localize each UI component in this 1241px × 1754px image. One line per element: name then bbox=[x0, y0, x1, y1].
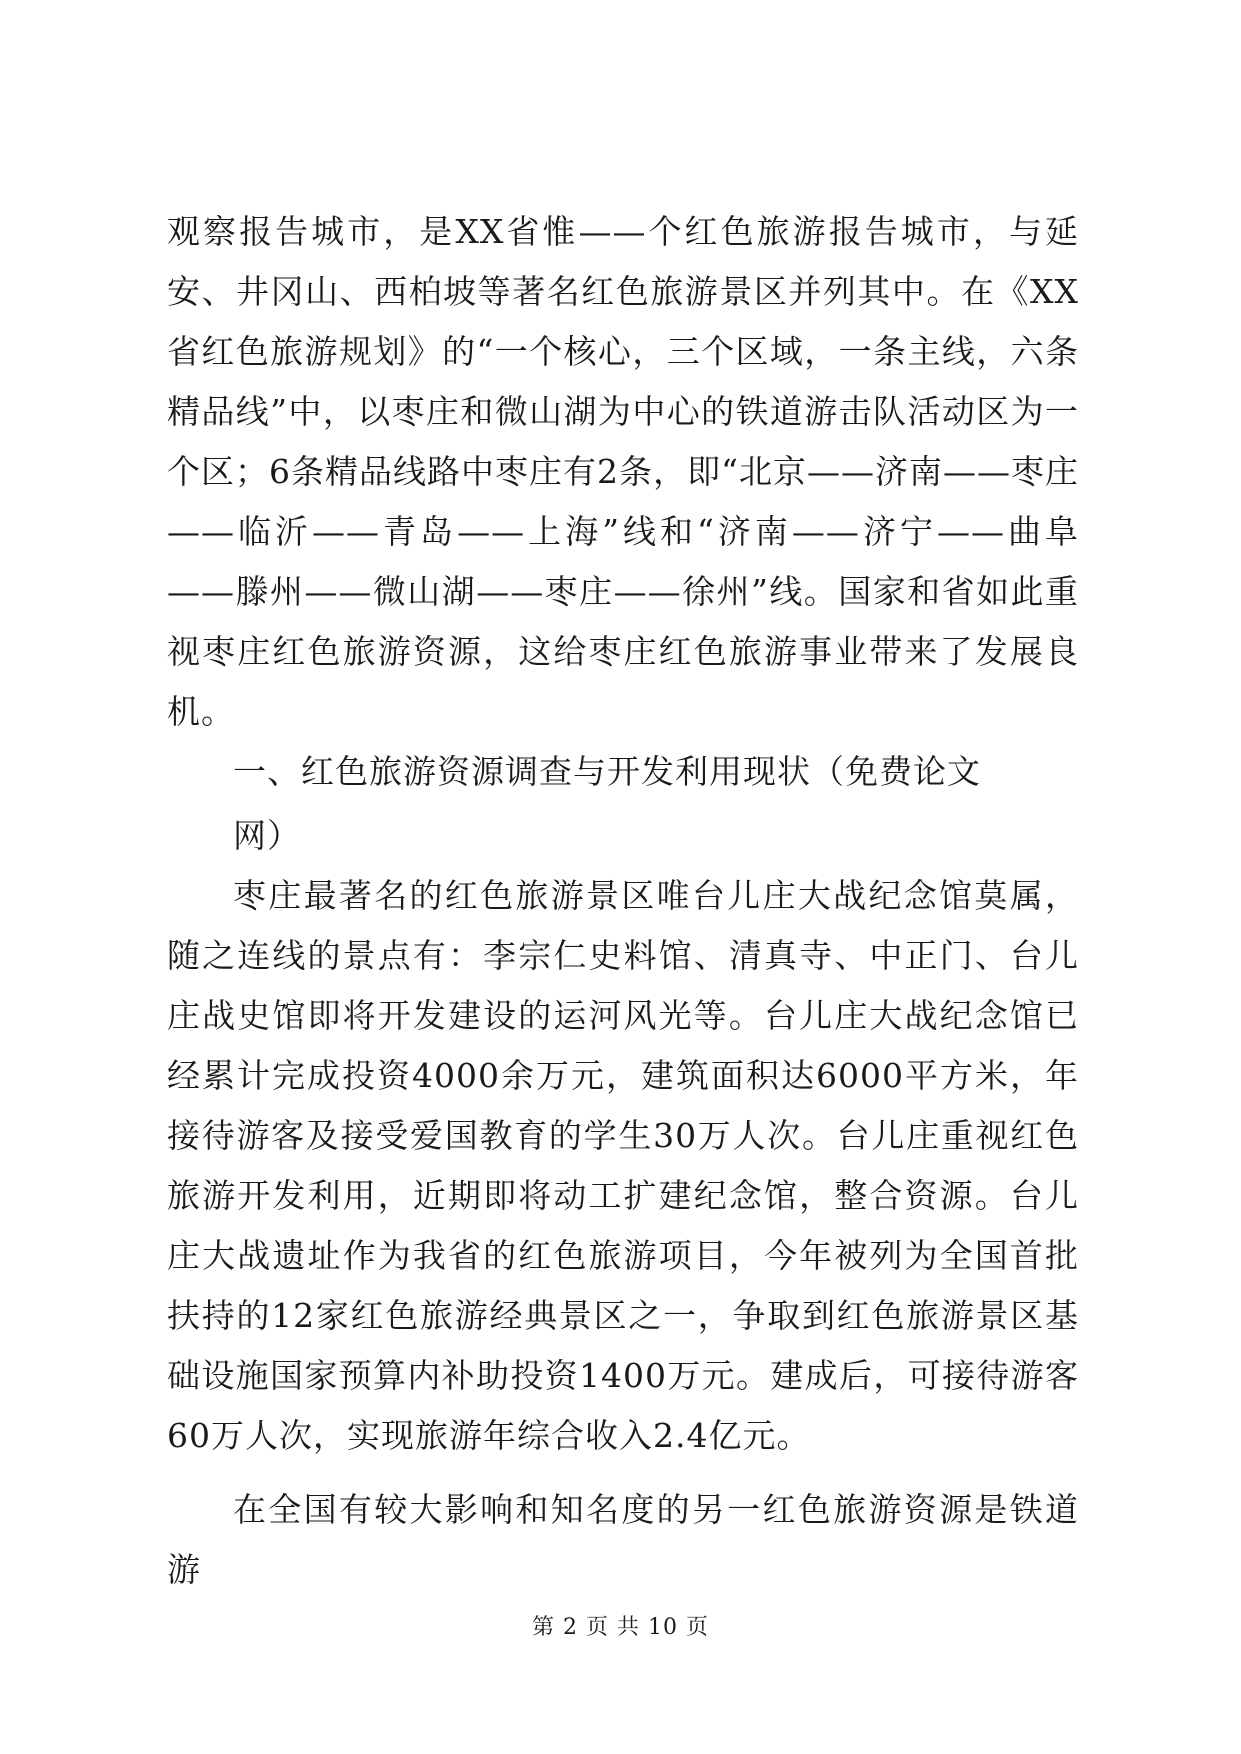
paragraph-railway-guerrilla: 在全国有较大影响和知名度的另一红色旅游资源是铁道游 bbox=[167, 1490, 1079, 1589]
page-footer: 第 2 页 共 10 页 bbox=[532, 1615, 709, 1640]
document-body bbox=[167, 202, 1079, 1600]
section-heading-line2: 网） bbox=[233, 816, 301, 855]
section-heading-line1: 一、红色旅游资源调查与开发利用现状（免费论文 bbox=[233, 752, 981, 791]
paragraph-intro: 观察报告城市，是XX省惟——个红色旅游报告城市，与延安、井冈山、西柏坡等著名红色旅游景区并列其中。在《XX省红色旅游规划》的“一个核心，三个区域，一条主线，六条精品线”中，以枣庄和微山湖为中心的铁道游击队活动区为一个区；6条精品线路中枣庄有2条，即“北京——济南——枣庄——临沂——青岛——上海”线和“济南——济宁——曲阜——滕州——微山湖——枣庄——徐州”线。国家和省如此重视枣庄红色旅游资源，这给枣庄红色旅游事业带来了发展良机。 bbox=[167, 212, 1079, 731]
paragraph-taierzhuang: 枣庄最著名的红色旅游景区唯台儿庄大战纪念馆莫属，随之连线的景点有：李宗仁史料馆、清真寺、中正门、台儿庄战史馆即将开发建设的运河风光等。台儿庄大战纪念馆已经累计完成投资4000余万元，建筑面积达6000平方米，年接待游客及接受爱国教育的学生30万人次。台儿庄重视红色旅游开发利用，近期即将动工扩建纪念馆，整合资源。台儿庄大战遗址作为我省的红色旅游项目，今年被列为全国首批扶持的12家红色旅游经典景区之一，争取到红色旅游景区基础设施国家预算内补助投资1400万元。建成后，可接待游客60万人次，实现旅游年综合收入2.4亿元。 bbox=[167, 876, 1079, 1455]
